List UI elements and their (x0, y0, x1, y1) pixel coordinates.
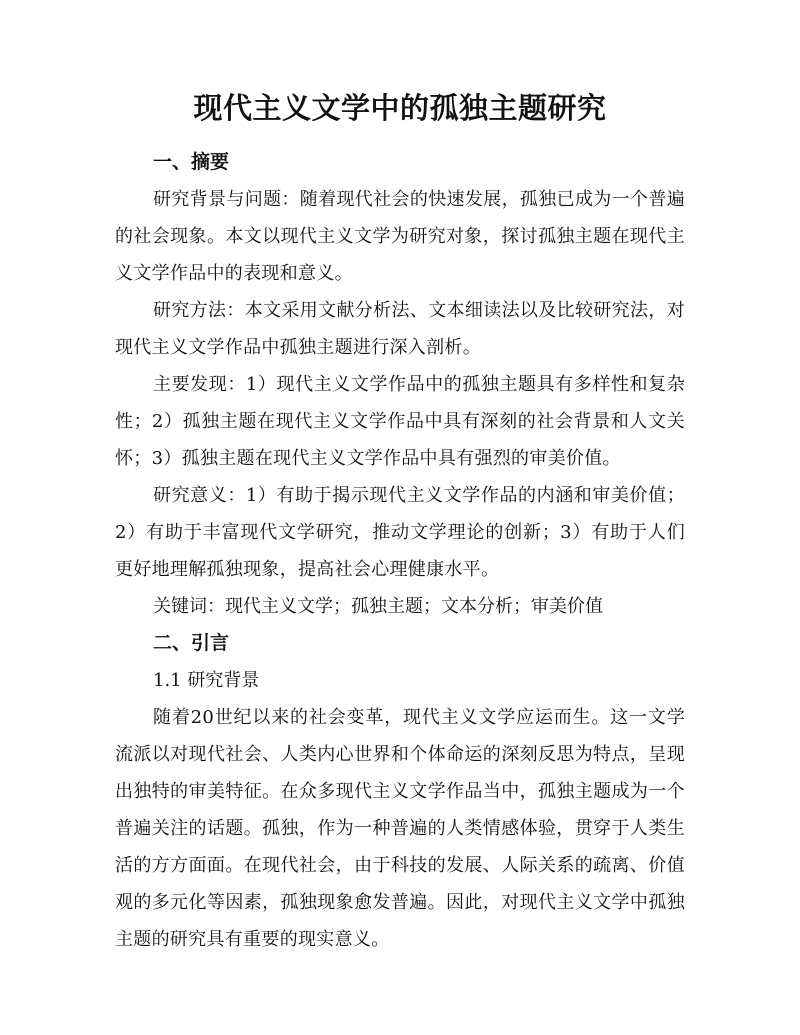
abstract-heading: 一、摘要 (153, 151, 230, 173)
research-background-subheading: 1.1 研究背景 (153, 670, 260, 691)
document-title: 现代主义文学中的孤独主题研究 (193, 91, 607, 125)
abstract-significance-paragraph: 研究意义：1）有助于揭示现代主义文学作品的内涵和审美价值；2）有助于丰富现代文学研究，推动文学理论的创新；3）有助于人们更好地理解孤独现象，提高社会心理健康水平。 (115, 485, 685, 580)
abstract-background-paragraph: 研究背景与问题：随着现代社会的快速发展，孤独已成为一个普遍的社会现象。本文以现代主义文学为研究对象，探讨孤独主题在现代主义文学作品中的表现和意义。 (115, 189, 685, 284)
keywords-line: 关键词：现代主义文学；孤独主题；文本分析；审美价值 (153, 596, 603, 617)
abstract-methods-paragraph: 研究方法：本文采用文献分析法、文本细读法以及比较研究法，对现代主义文学作品中孤独主题进行深入剖析。 (115, 300, 685, 358)
introduction-heading: 二、引言 (153, 632, 230, 654)
document-body (115, 144, 685, 958)
abstract-findings-paragraph: 主要发现：1）现代主义文学作品中的孤独主题具有多样性和复杂性；2）孤独主题在现代主义文学作品中具有深刻的社会背景和人文关怀；3）孤独主题在现代主义文学作品中具有强烈的审美价值。 (115, 374, 685, 469)
research-background-paragraph: 随着20世纪以来的社会变革，现代主义文学应运而生。这一文学流派以对现代社会、人类内心世界和个体命运的深刻反思为特点，呈现出独特的审美特征。在众多现代主义文学作品当中，孤独主题成为一个普遍关注的话题。孤独，作为一种普遍的人类情感体验，贯穿于人类生活的方方面面。在现代社会，由于科技的发展、人际关系的疏离、价值观的多元化等因素，孤独现象愈发普遍。因此，对现代主义文学中孤独主题的研究具有重要的现实意义。 (115, 707, 685, 950)
